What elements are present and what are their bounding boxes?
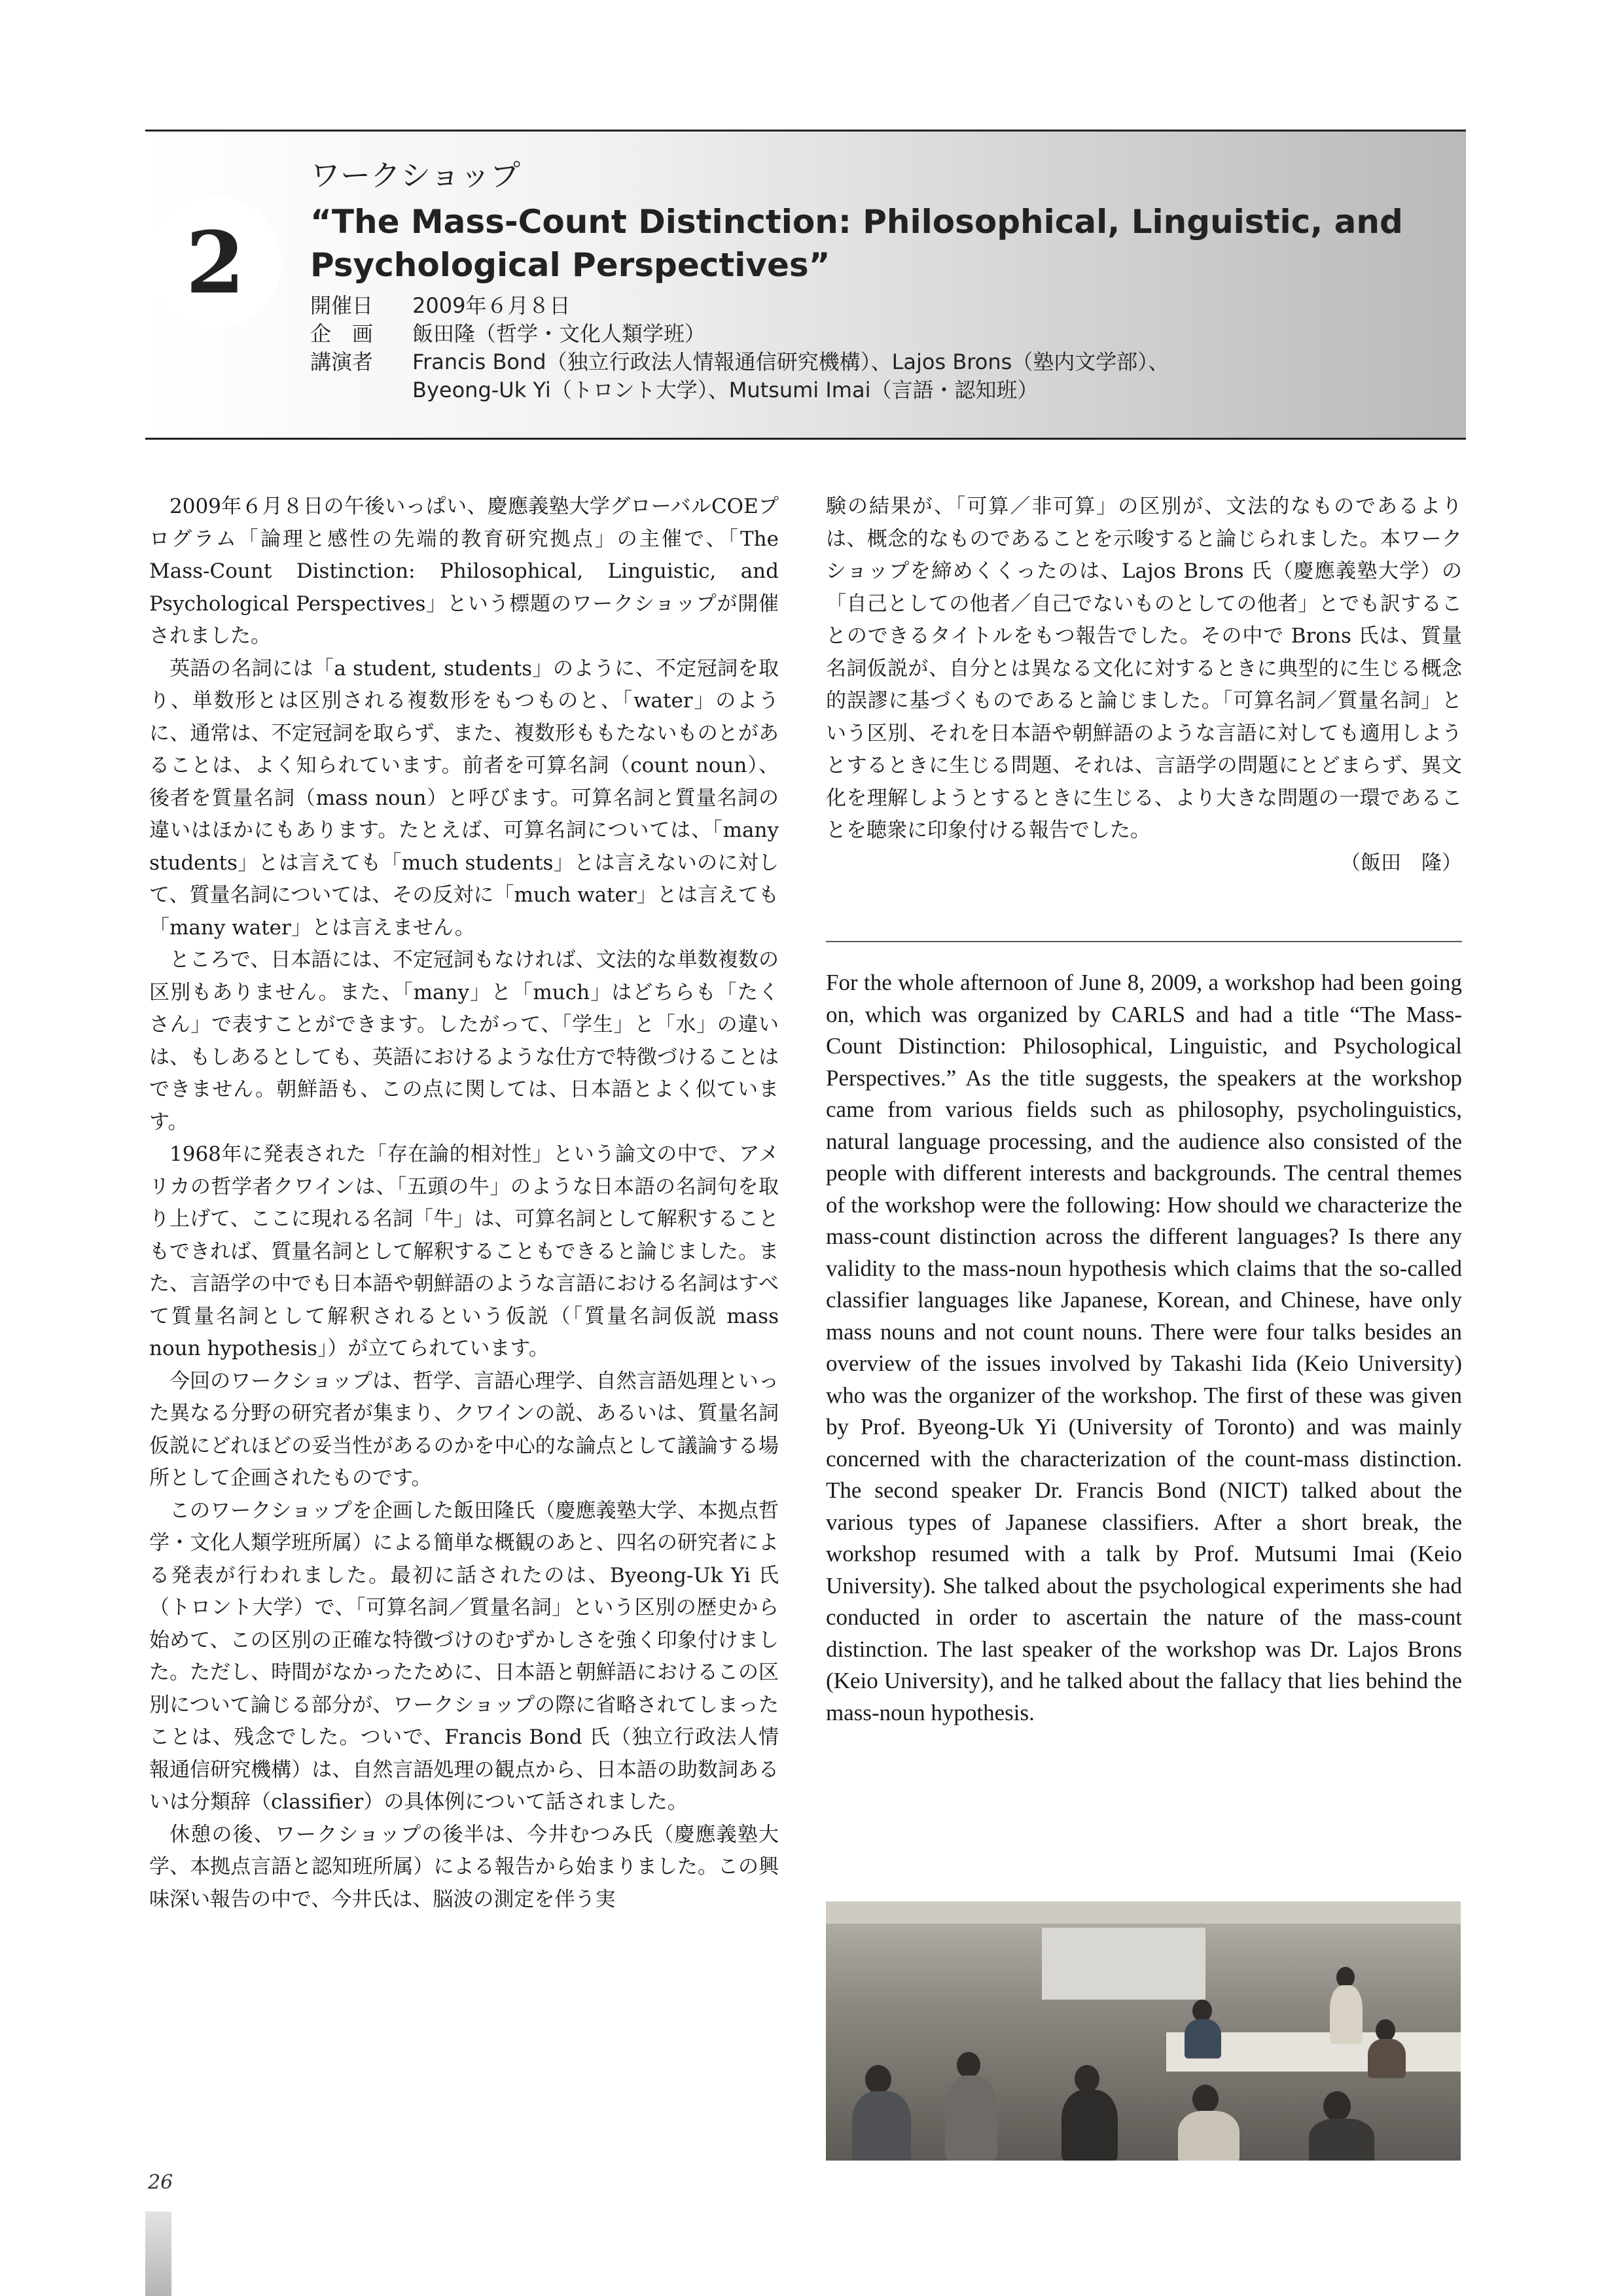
- jp-paragraph: ところで、日本語には、不定冠詞もなければ、文法的な単数複数の区別もありません。また、「many」と「much」はどちらも「たくさん」で表すことができます。したがって、「学生」と「水」の違いは、もしあるとしても、英語におけるような仕方で特徴づけることはできません。朝鮮語も、この点に関しては、日本語とよく似ています。: [149, 948, 779, 1134]
- author-signature: （飯田 隆）: [1340, 851, 1462, 875]
- jp-paragraph-continued: 験の結果が、「可算／非可算」の区別が、文法的なものであるよりは、概念的なものであることを示唆すると論じられました。本ワークショップを締めくくったのは、Lajos Brons 氏（慶應義塾大学）の「自己としての他者／自己でないものとしての他者」とでも訳することのできるタイトルをもつ報告でした。その中で Brons 氏は、質量名詞仮説が、自分とは異なる文化に対するときに典型的に生じる概念的誤謬に基づくものであると論じました。「可算名詞／質量名詞」という区別、それを日本語や朝鮮語のような言語に対しても適用しようとするときに生じる問題、それは、言語学の問題にとどまらず、異文化を理解しようとするときに生じる、より大きな問題の一環であることを聴衆に印象付ける報告でした。: [826, 495, 1462, 842]
- speakers-line-1: Francis Bond（独立行政法人情報通信研究機構）、Lajos Brons（塾内文学部）、: [412, 349, 1169, 374]
- en-paragraph: For the whole afternoon of June 8, 2009, a workshop had been going on, which was organized by CARLS and had a title “The Mass-Count Distinction: Philosophical, Linguistic, and Psychological Perspectives.” As the title suggests, the speakers at the workshop came from various fields such as philosophy, psycholinguistics, natural language processing, and the audience also consisted of the people with different interests and backgrounds. The central themes of the workshop were the following: How should we characterize the mass-count distinction across the different languages? Is there any validity to the mass-noun hypothesis which claims that the so-called classifier languages like Japanese, Korean, and Chinese, have only mass nouns and not count nouns. There were four talks besides an overview of the issues involved by Takashi Iida (Keio University) who was the organizer of the workshop. The first of these was given by Prof. Byeong-Uk Yi (University of Toronto) and was mainly concerned with the characterization of the count-mass distinction. The second speaker Dr. Francis Bond (NICT) talked about the various types of Japanese classifiers. After a short break, the workshop resumed with a talk by Prof. Mutsumi Imai (Keio University). She talked about the psychological experiments she had conducted in order to ascertain the nature of the mass-count distinction. The last speaker of the workshop was Dr. Lajos Brons (Keio University), and he talked about the fallacy that lies behind the mass-noun hypothesis.: [826, 970, 1462, 1725]
- section-number: 2: [149, 196, 281, 328]
- japanese-column-left: [149, 491, 779, 1916]
- divider: [826, 941, 1462, 942]
- jp-paragraph: 英語の名詞には「a student, students」のように、不定冠詞を取り、単数形とは区別される複数形をもつものと、「water」のように、通常は、不定冠詞を取らず、また、複数形ももたないものとがあることは、よく知られています。前者を可算名詞（count noun）、後者を質量名詞（mass noun）と呼びます。可算名詞と質量名詞の違いはほかにもあります。たとえば、可算名詞については、「many students」とは言えても「much students」とは言えないのに対して、質量名詞については、その反対に「much water」とは言えても「many water」とは言えません。: [149, 656, 779, 940]
- jp-paragraph: このワークショップを企画した飯田隆氏（慶應義塾大学、本拠点哲学・文化人類学班所属）による簡単な概観のあと、四名の研究者による発表が行われました。最初に話されたのは、Byeong-Uk Yi 氏（トロント大学）で、「可算名詞／質量名詞」という区別の歴史から始めて、この区別の正確な特徴づけのむずかしさを強く印象付けました。ただし、時間がなかったために、日本語と朝鮮語におけるこの区別について論じる部分が、ワークショップの際に省略されてしまったことは、残念でした。ついで、Francis Bond 氏（独立行政法人情報通信研究機構）は、自然言語処理の観点から、日本語の助数詞あるいは分類辞（classifier）の具体例について話されました。: [149, 1498, 779, 1814]
- plan-label: 企 画: [310, 321, 374, 346]
- page-title: “The Mass-Count Distinction: Philosophical, Linguistic, and Psychological Perspectives”: [310, 203, 1403, 284]
- date-label: 開催日: [310, 293, 374, 318]
- speakers-label: 講演者: [310, 349, 374, 374]
- jp-paragraph: 1968年に発表された「存在論的相対性」という論文の中で、アメリカの哲学者クワインは、「五頭の牛」のような日本語の名詞句を取り上げて、ここに現れる名詞「牛」は、可算名詞として解釈することもできれば、質量名詞として解釈することもできると論じました。また、言語学の中でも日本語や朝鮮語のような言語における名詞はすべて質量名詞として解釈されるという仮説（「質量名詞仮説 mass noun hypothesis」）が立てられています。: [149, 1142, 779, 1360]
- date-value: 2009年６月８日: [412, 293, 571, 318]
- event-meta: [310, 292, 1169, 404]
- speakers-line-2: Byeong-Uk Yi（トロント大学）、Mutsumi Imai（言語・認知班）: [412, 378, 1039, 402]
- jp-paragraph: 休憩の後、ワークショップの後半は、今井むつみ氏（慶應義塾大学、本拠点言語と認知班所属）による報告から始まりました。この興味深い報告の中で、今井氏は、脳波の測定を伴う実: [149, 1822, 779, 1911]
- english-summary: [826, 967, 1462, 1729]
- header-subtitle: ワークショップ: [310, 158, 521, 193]
- japanese-column-right: [826, 491, 1462, 879]
- workshop-photo: [826, 1901, 1461, 2161]
- plan-value: 飯田隆（哲学・文化人類学班）: [412, 321, 706, 346]
- page-number: 26: [148, 2171, 173, 2194]
- page-edge-bar: [145, 2212, 171, 2296]
- jp-paragraph: 今回のワークショップは、哲学、言語心理学、自然言語処理といった異なる分野の研究者が集まり、クワインの説、あるいは、質量名詞仮説にどれほどの妥当性があるのかを中心的な論点として議論する場所として企画されたものです。: [149, 1369, 779, 1490]
- jp-paragraph: 2009年６月８日の午後いっぱい、慶應義塾大学グローバルCOEプログラム「論理と感性の先端的教育研究拠点」の主催で、「The Mass-Count Distinction: Philosophical, Linguistic, and Psychological Perspectives」という標題のワークショップが開催されました。: [149, 495, 779, 648]
